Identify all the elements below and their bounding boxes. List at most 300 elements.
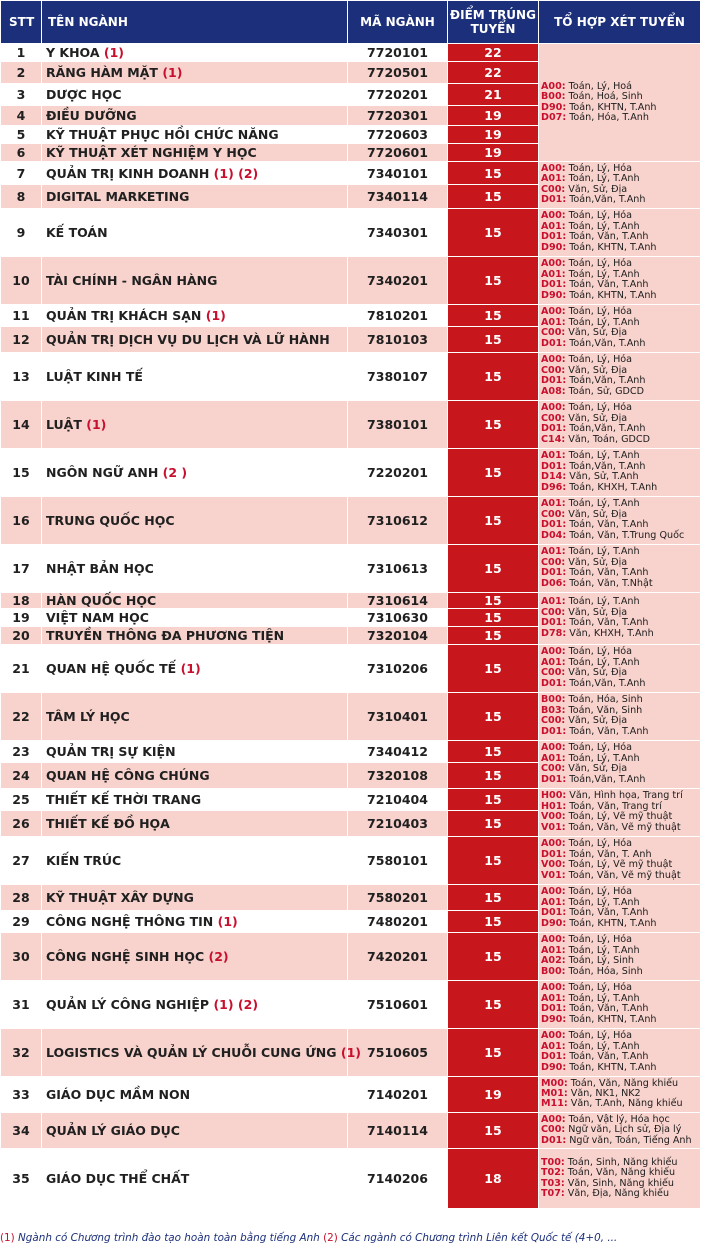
combination-line (541, 531, 700, 541)
major-name-text: LUẬT (46, 416, 82, 432)
row-major-name (42, 644, 348, 692)
row-subject-combinations (539, 304, 701, 352)
combination-subjects: Toán, KHTN, T.Anh (566, 241, 657, 253)
row-admission-score: 15 (448, 544, 539, 592)
combination-code: A00: (541, 258, 566, 270)
combination-code: D90: (541, 241, 567, 253)
row-major-code: 7340412 (348, 740, 448, 762)
row-admission-score: 15 (448, 326, 539, 352)
combination-subjects: Toán, Văn, Trang trí (566, 800, 662, 812)
row-stt: 11 (1, 304, 42, 326)
row-major-name (42, 144, 348, 162)
combination-code: A01: (541, 498, 566, 510)
combination-line (541, 339, 700, 349)
major-name-text: NHẬT BẢN HỌC (46, 560, 154, 576)
row-major-code: 7810103 (348, 326, 448, 352)
combination-subjects: Văn, Sinh, Năng khiếu (564, 1177, 674, 1189)
combination-subjects: Ngữ văn, Toán, Tiếng Anh (566, 1134, 692, 1146)
major-program-note: (1) (217, 913, 238, 929)
combination-subjects: Toán, Văn, T.Anh (566, 519, 649, 531)
row-admission-score: 15 (448, 1028, 539, 1076)
row-major-name (42, 448, 348, 496)
combination-subjects: Toán, KHXH, T.Anh (566, 481, 658, 493)
combination-subjects: Toán, Lý, T.Anh (565, 752, 640, 764)
combination-subjects: Văn, Sử, Địa (565, 412, 628, 424)
table-row (1, 1028, 701, 1076)
combination-subjects: Toán,Văn, T.Anh (566, 423, 646, 435)
combination-subjects: Toán, Lý, Hóa (565, 210, 633, 222)
table-row (1, 352, 701, 400)
major-name-text: RĂNG HÀM MẶT (46, 65, 158, 80)
row-subject-combinations (539, 352, 701, 400)
combination-subjects: Văn, Sử, Địa (565, 556, 628, 568)
row-major-code: 7420201 (348, 932, 448, 980)
row-major-name (42, 162, 348, 185)
row-major-name (42, 352, 348, 400)
combination-subjects: Toán, Lý, Hóa (565, 306, 633, 318)
combination-code: A01: (541, 173, 566, 185)
combination-subjects: Toán, Lý, Hóa (565, 354, 633, 366)
row-major-code: 7380107 (348, 352, 448, 400)
header-subject-combinations: TỔ HỢP XÉT TUYỂN (539, 1, 701, 44)
major-name-text: LUẬT KINH TẾ (46, 368, 143, 384)
row-major-code: 7320104 (348, 626, 448, 644)
table-row (1, 884, 701, 910)
major-name-text: QUẢN TRỊ KINH DOANH (46, 165, 210, 181)
combination-code: D01: (541, 194, 567, 206)
combination-code: A00: (541, 886, 566, 898)
major-name-text: TRUYỀN THÔNG ĐA PHƯƠNG TIỆN (46, 627, 285, 643)
row-major-code: 7720201 (348, 84, 448, 106)
major-name-text: QUẢN TRỊ SỰ KIỆN (46, 743, 176, 759)
table-row (1, 162, 701, 185)
row-major-name (42, 910, 348, 932)
row-major-name (42, 692, 348, 740)
table-row (1, 1112, 701, 1148)
major-name-text: Y KHOA (46, 45, 100, 60)
major-name-text: LOGISTICS VÀ QUẢN LÝ CHUỖI CUNG ỨNG (46, 1044, 337, 1060)
major-program-note: (1) (2) (213, 165, 259, 181)
header-admission-score: ĐIỂM TRÚNG TUYỂN (448, 1, 539, 44)
combination-line (541, 113, 700, 123)
combination-line (541, 243, 700, 253)
combination-code: C00: (541, 508, 566, 520)
combination-code: D01: (541, 567, 567, 579)
row-major-name (42, 126, 348, 144)
row-major-name (42, 496, 348, 544)
table-row (1, 544, 701, 592)
combination-line (541, 1015, 700, 1025)
combination-subjects: Toán, Lý, Hóa (565, 886, 633, 898)
row-admission-score: 15 (448, 932, 539, 980)
row-major-name (42, 788, 348, 810)
row-admission-score: 15 (448, 692, 539, 740)
row-subject-combinations (539, 400, 701, 448)
row-major-name (42, 84, 348, 106)
major-name-text: KẾ TOÁN (46, 224, 108, 240)
major-name-text: KỸ THUẬT XÉT NGHIỆM Y HỌC (46, 145, 257, 160)
combination-code: A08: (541, 385, 566, 397)
row-admission-score: 22 (448, 44, 539, 62)
row-stt: 3 (1, 84, 42, 106)
combination-code: B00: (541, 694, 566, 706)
combination-code: C14: (541, 433, 566, 445)
combination-code: D01: (541, 1051, 567, 1063)
row-stt: 32 (1, 1028, 42, 1076)
row-stt: 23 (1, 740, 42, 762)
combination-subjects: Toán, Hóa, Sinh (565, 694, 643, 706)
row-major-code: 7480201 (348, 910, 448, 932)
major-name-text: TÂM LÝ HỌC (46, 708, 130, 724)
row-major-name (42, 1028, 361, 1076)
combination-subjects: Toán, Văn, T.Anh (566, 231, 649, 243)
row-subject-combinations (539, 1076, 701, 1112)
combination-line (541, 629, 700, 639)
combination-subjects: Toán, Lý, T.Anh (565, 173, 640, 185)
combination-subjects: Toán, Văn, T.Anh (566, 617, 649, 629)
combination-line (541, 919, 700, 929)
combination-code: T07: (541, 1187, 565, 1199)
combination-code: A00: (541, 934, 566, 946)
combination-subjects: Toán, Vật lý, Hóa học (565, 1113, 670, 1125)
row-admission-score: 19 (448, 126, 539, 144)
header-major-code: MÃ NGÀNH (348, 1, 448, 44)
combination-subjects: Toán, KHTN, T.Anh (566, 1061, 657, 1073)
row-major-name (42, 185, 348, 208)
combination-code: A01: (541, 896, 566, 908)
row-stt: 25 (1, 788, 42, 810)
row-major-code: 7720601 (348, 144, 448, 162)
row-major-code: 7220201 (348, 448, 448, 496)
row-stt: 29 (1, 910, 42, 932)
combination-subjects: Văn, Sử, Địa (565, 606, 628, 618)
row-stt: 28 (1, 884, 42, 910)
combination-subjects: Toán, Lý, Hóa (565, 982, 633, 994)
row-major-code: 7310612 (348, 496, 448, 544)
row-major-name (42, 592, 348, 608)
combination-subjects: Toán, Lý, Hóa (565, 934, 633, 946)
combination-line (541, 775, 700, 785)
combination-line (541, 823, 700, 833)
row-major-code: 7510601 (348, 980, 448, 1028)
combination-subjects: Ngữ văn, Lịch sử, Địa lý (565, 1124, 682, 1136)
combination-subjects: Toán, Văn, Vẽ mỹ thuật (565, 821, 681, 833)
major-name-text: TÀI CHÍNH - NGÂN HÀNG (46, 272, 218, 288)
combination-subjects: Toán, Lý, T.Anh (565, 992, 640, 1004)
combination-subjects: Toán, Hoá, Sinh (565, 91, 643, 103)
table-row (1, 740, 701, 762)
combination-subjects: Văn, Sử, Địa (565, 763, 628, 775)
row-subject-combinations (539, 788, 701, 836)
major-program-note: (1) (2) (213, 996, 259, 1012)
combination-subjects: Toán, Văn, T.Anh (566, 1003, 649, 1015)
combination-subjects: Văn, Sử, Địa (565, 183, 628, 195)
combination-subjects: Toán, Lý, T.Anh (565, 268, 640, 280)
combination-code: D14: (541, 471, 567, 483)
combination-code: A00: (541, 354, 566, 366)
combination-line (541, 1189, 700, 1199)
row-subject-combinations (539, 496, 701, 544)
combination-code: C00: (541, 606, 566, 618)
combination-code: D07: (541, 111, 567, 123)
row-major-code: 7140206 (348, 1149, 448, 1209)
major-program-note: (1) (340, 1044, 361, 1060)
combination-code: C00: (541, 327, 566, 339)
combination-line (541, 967, 700, 977)
combination-code: A00: (541, 742, 566, 754)
combination-code: C00: (541, 556, 566, 568)
major-name-text: CÔNG NGHỆ SINH HỌC (46, 948, 205, 964)
combination-subjects: Văn, Sử, Địa (565, 508, 628, 520)
row-stt: 20 (1, 626, 42, 644)
combination-code: T03: (541, 1177, 565, 1189)
combination-code: D01: (541, 231, 567, 243)
combination-code: D96: (541, 481, 567, 493)
row-major-name (42, 740, 348, 762)
combination-subjects: Văn, Sử, Địa (565, 667, 628, 679)
row-major-code: 7720101 (348, 44, 448, 62)
combination-code: D06: (541, 577, 567, 589)
row-stt: 8 (1, 185, 42, 208)
row-admission-score: 19 (448, 106, 539, 126)
combination-code: A01: (541, 596, 566, 608)
row-major-code: 7720603 (348, 126, 448, 144)
row-major-name (42, 44, 348, 62)
major-name-text: KIẾN TRÚC (46, 852, 122, 868)
row-major-code: 7320108 (348, 762, 448, 788)
combination-code: A01: (541, 944, 566, 956)
row-major-name (42, 1076, 348, 1112)
row-admission-score: 19 (448, 144, 539, 162)
row-admission-score: 15 (448, 1112, 539, 1148)
combination-subjects: Toán, Lý, T.Anh (565, 944, 640, 956)
major-name-text: QUẢN LÝ CÔNG NGHIỆP (46, 996, 210, 1012)
major-program-note: (1) (103, 45, 124, 60)
major-name-text: DƯỢC HỌC (46, 87, 122, 102)
combination-line (541, 1136, 700, 1146)
combination-subjects: Văn, NK1, NK2 (567, 1088, 641, 1100)
combination-code: A01: (541, 316, 566, 328)
combination-subjects: Toán, Văn, T.Anh (566, 279, 649, 291)
combination-code: A00: (541, 1030, 566, 1042)
combination-subjects: Toán,Văn, T.Anh (566, 773, 646, 785)
combination-code: T00: (541, 1156, 565, 1168)
combination-code: A00: (541, 1113, 566, 1125)
combination-subjects: Toán, Lý, Hóa (565, 838, 633, 850)
combination-code: A01: (541, 268, 566, 280)
major-name-text: QUẢN LÝ GIÁO DỤC (46, 1122, 180, 1138)
combination-code: D01: (541, 848, 567, 860)
combination-subjects: Toán,Văn, T.Anh (566, 375, 646, 387)
row-stt: 12 (1, 326, 42, 352)
combination-code: V00: (541, 811, 566, 823)
combination-line (541, 727, 700, 737)
row-admission-score: 15 (448, 162, 539, 185)
row-admission-score: 15 (448, 836, 539, 884)
row-admission-score: 15 (448, 208, 539, 256)
table-row (1, 44, 701, 62)
row-stt: 4 (1, 106, 42, 126)
combination-code: D90: (541, 1013, 567, 1025)
combination-subjects: Toán, Lý, Sinh (565, 955, 634, 967)
footnote-mark-2: (2) (323, 1232, 338, 1244)
row-major-code: 7310630 (348, 608, 448, 626)
combination-code: A01: (541, 992, 566, 1004)
row-major-name (42, 810, 348, 836)
combination-code: A00: (541, 306, 566, 318)
row-admission-score: 18 (448, 1149, 539, 1209)
row-major-code: 7340114 (348, 185, 448, 208)
combination-code: A00: (541, 982, 566, 994)
combination-code: B03: (541, 704, 566, 716)
footnote-text-1: Ngành có Chương trình đào tạo hoàn toàn bằng tiếng Anh (14, 1232, 324, 1244)
combination-code: B00: (541, 965, 566, 977)
row-stt: 26 (1, 810, 42, 836)
combination-code: A01: (541, 220, 566, 232)
combination-subjects: Toán,Văn, T.Anh (566, 677, 646, 689)
major-name-text: THIẾT KẾ THỜI TRANG (46, 791, 202, 807)
combination-code: D01: (541, 725, 567, 737)
combination-subjects: Văn, Địa, Năng khiếu (564, 1187, 670, 1199)
combination-subjects: Toán,Văn, T.Anh (566, 337, 646, 349)
table-row (1, 256, 701, 304)
table-header-row (1, 1, 701, 44)
row-stt: 27 (1, 836, 42, 884)
combination-subjects: Toán, KHTN, T.Anh (566, 101, 657, 113)
row-major-name (42, 304, 348, 326)
combination-code: C00: (541, 364, 566, 376)
major-program-note: (1) (180, 660, 201, 676)
combination-subjects: Toán, Văn, T.Nhật (566, 577, 653, 589)
row-subject-combinations (539, 980, 701, 1028)
table-row (1, 1149, 701, 1209)
row-major-code: 7340201 (348, 256, 448, 304)
row-admission-score: 15 (448, 448, 539, 496)
combination-code: D01: (541, 375, 567, 387)
row-major-name (42, 208, 348, 256)
combination-subjects: Toán, Văn, T. Anh (566, 848, 652, 860)
table-row (1, 304, 701, 326)
combination-subjects: Văn, Sử, Địa (565, 327, 628, 339)
row-major-name (42, 884, 348, 910)
row-major-code: 7720301 (348, 106, 448, 126)
combination-subjects: Văn, Hình họa, Trang trí (566, 790, 683, 802)
row-major-code: 7310614 (348, 592, 448, 608)
row-stt: 17 (1, 544, 42, 592)
table-row (1, 592, 701, 608)
combination-code: D78: (541, 627, 567, 639)
row-admission-score: 15 (448, 762, 539, 788)
major-name-text: QUAN HỆ CÔNG CHÚNG (46, 767, 210, 783)
major-name-text: GIÁO DỤC MẦM NON (46, 1086, 191, 1102)
combination-subjects: Toán, Lý, T.Anh (565, 450, 640, 462)
table-row (1, 208, 701, 256)
row-stt: 15 (1, 448, 42, 496)
major-name-text: THIẾT KẾ ĐỒ HỌA (46, 815, 170, 831)
row-admission-score: 15 (448, 304, 539, 326)
combination-subjects: Toán, Lý, Hóa (565, 163, 633, 174)
table-row (1, 836, 701, 884)
table-row (1, 448, 701, 496)
combination-code: T02: (541, 1167, 565, 1179)
row-admission-score: 15 (448, 608, 539, 626)
row-stt: 14 (1, 400, 42, 448)
combination-code: D01: (541, 617, 567, 629)
combination-subjects: Toán, Lý, Vẽ mỹ thuật (565, 811, 673, 823)
table-body (1, 44, 701, 1209)
row-subject-combinations (539, 162, 701, 209)
row-stt: 18 (1, 592, 42, 608)
row-major-code: 7310613 (348, 544, 448, 592)
combination-subjects: Văn, Sử, Địa (565, 364, 628, 376)
row-major-name (42, 932, 348, 980)
combination-code: A02: (541, 955, 566, 967)
combination-subjects: Toán, Văn, Năng khiếu (564, 1167, 676, 1179)
combination-code: C00: (541, 763, 566, 775)
row-stt: 7 (1, 162, 42, 185)
combination-line (541, 387, 700, 397)
row-major-name (42, 1112, 348, 1148)
combination-code: H01: (541, 800, 567, 812)
combination-code: A00: (541, 646, 566, 658)
combination-subjects: Toán, Lý, Hóa (565, 646, 633, 658)
combination-code: H00: (541, 790, 567, 802)
combination-subjects: Toán, Văn, T.Anh (566, 567, 649, 579)
combination-line (541, 1099, 700, 1109)
row-admission-score: 15 (448, 788, 539, 810)
row-stt: 33 (1, 1076, 42, 1112)
combination-subjects: Toán, Sinh, Năng khiếu (564, 1156, 678, 1168)
row-stt: 22 (1, 692, 42, 740)
row-stt: 21 (1, 644, 42, 692)
major-name-text: ĐIỀU DƯỠNG (46, 108, 137, 123)
combination-subjects: Toán, Lý, T.Anh (565, 546, 640, 558)
combination-code: D04: (541, 529, 567, 541)
combination-code: D01: (541, 907, 567, 919)
combination-code: B00: (541, 91, 566, 103)
major-name-text: KỸ THUẬT PHỤC HỒI CHỨC NĂNG (46, 127, 279, 142)
row-admission-score: 15 (448, 352, 539, 400)
row-stt: 31 (1, 980, 42, 1028)
row-subject-combinations (539, 932, 701, 980)
major-name-text: HÀN QUỐC HỌC (46, 592, 157, 608)
combination-subjects: Toán, Lý, T.Anh (565, 1040, 640, 1052)
combination-subjects: Toán, Lý, Hóa (565, 742, 633, 754)
row-admission-score: 15 (448, 740, 539, 762)
row-major-code: 7380101 (348, 400, 448, 448)
row-stt: 6 (1, 144, 42, 162)
combination-code: D01: (541, 773, 567, 785)
combination-code: D01: (541, 423, 567, 435)
row-admission-score: 15 (448, 910, 539, 932)
row-major-code: 7310206 (348, 644, 448, 692)
row-admission-score: 15 (448, 592, 539, 608)
row-subject-combinations (539, 740, 701, 788)
row-subject-combinations (539, 256, 701, 304)
row-stt: 2 (1, 62, 42, 84)
combination-code: D90: (541, 101, 567, 113)
combination-code: C00: (541, 667, 566, 679)
row-major-name (42, 980, 348, 1028)
table-row (1, 644, 701, 692)
combination-subjects: Toán, Lý, T.Anh (565, 498, 640, 510)
combination-subjects: Toán, Văn, T.Anh (566, 907, 649, 919)
combination-subjects: Văn, Sử, T.Anh (566, 471, 639, 483)
row-subject-combinations (539, 644, 701, 692)
combination-code: M00: (541, 1077, 568, 1089)
row-stt: 10 (1, 256, 42, 304)
row-subject-combinations (539, 208, 701, 256)
